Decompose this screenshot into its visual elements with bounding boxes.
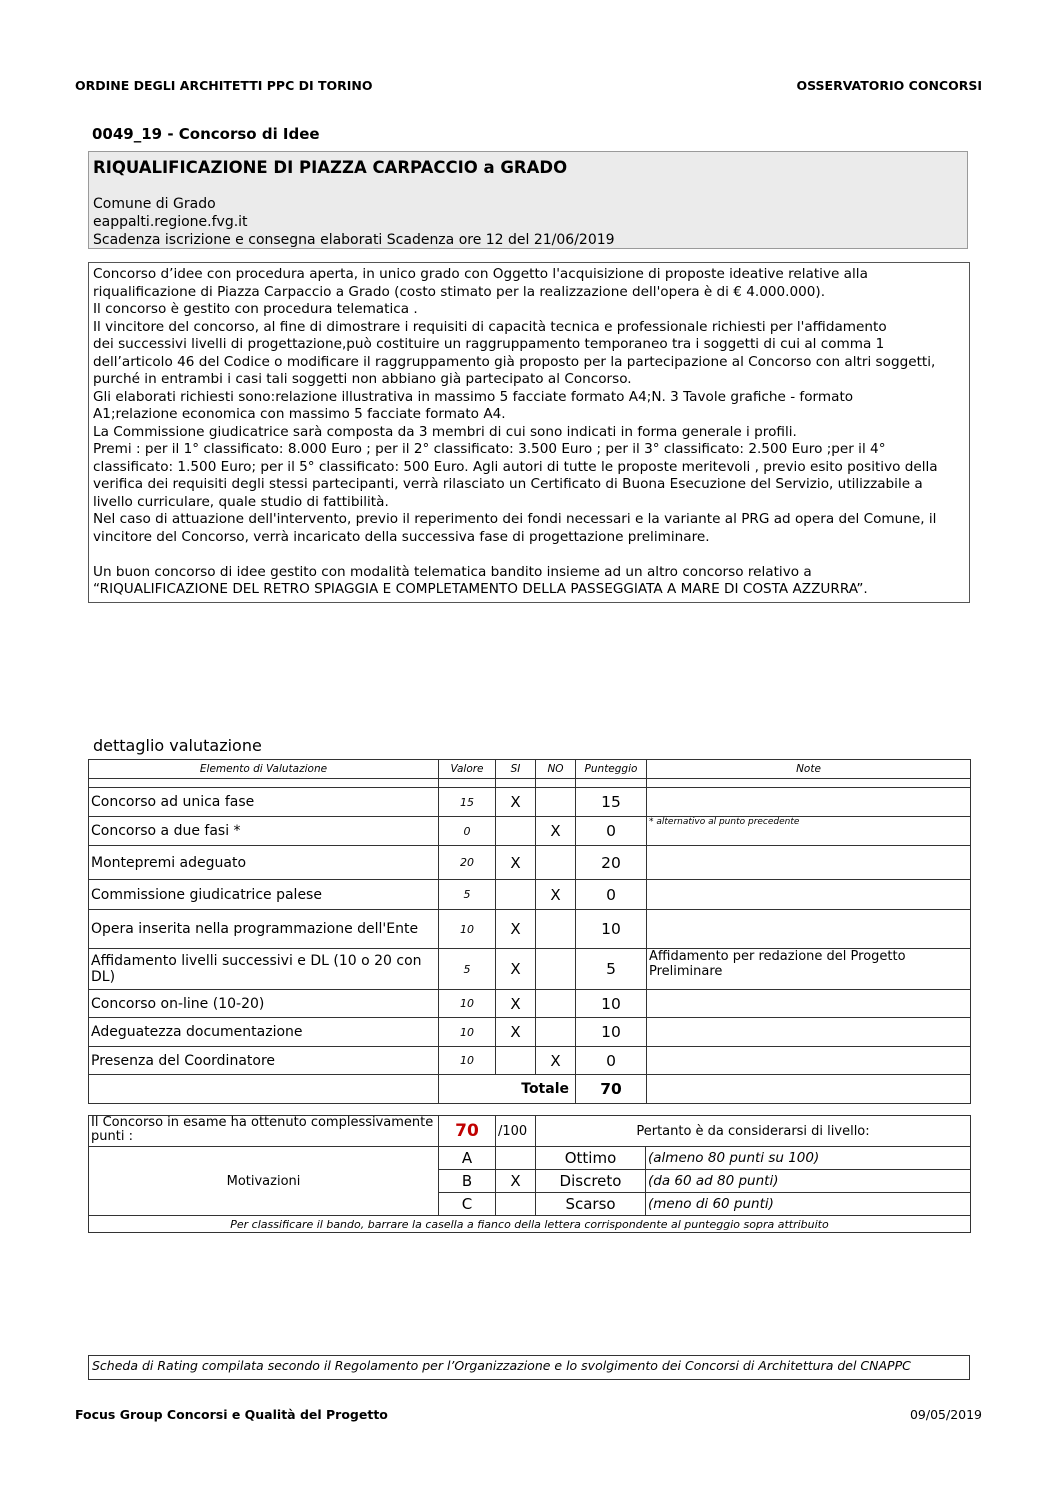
row-valore: 15 [439, 788, 496, 817]
motivation-label: Motivazioni [89, 1147, 439, 1216]
title-box [88, 151, 968, 249]
table-row [89, 846, 971, 880]
table-row [89, 817, 971, 846]
row-punti: 5 [576, 949, 647, 990]
row-label: Presenza del Coordinatore [89, 1047, 439, 1075]
result-table [88, 1115, 971, 1233]
level-letter: B [439, 1170, 496, 1193]
row-punti: 10 [576, 910, 647, 949]
table-header-row [89, 760, 971, 779]
row-label: Opera inserita nella programmazione dell'Ente [89, 910, 439, 949]
row-valore: 10 [439, 990, 496, 1018]
row-no [536, 1018, 576, 1047]
total-label: Totale [439, 1075, 576, 1104]
row-punti: 15 [576, 788, 647, 817]
footnote: Per classificare il bando, barrare la casella a fianco della lettera corrispondente al punteggio sopra attribuito [89, 1216, 971, 1233]
site-link[interactable]: eappalti.regione.fvg.it [93, 214, 248, 230]
total-value: 70 [576, 1075, 647, 1104]
competition-title: RIQUALIFICAZIONE DI PIAZZA CARPACCIO a GRADO [93, 158, 568, 177]
row-note [647, 788, 971, 817]
level-row [89, 1147, 971, 1170]
competition-code: 0049_19 - Concorso di Idee [92, 125, 320, 143]
row-punti: 10 [576, 990, 647, 1018]
score-out-of: /100 [496, 1116, 536, 1147]
row-note [647, 1047, 971, 1075]
spacer-row [89, 779, 971, 788]
row-no: X [536, 817, 576, 846]
row-no [536, 949, 576, 990]
footer-left: Focus Group Concorsi e Qualità del Progetto [75, 1407, 388, 1422]
row-no: X [536, 1047, 576, 1075]
rating-note: Scheda di Rating compilata secondo il Regolamento per l’Organizzazione e lo svolgimento dei Concorsi di Architettura del CNAPPC [88, 1355, 970, 1380]
row-si: X [496, 788, 536, 817]
row-label: Commissione giudicatrice palese [89, 880, 439, 910]
table-row [89, 1047, 971, 1075]
row-punti: 0 [576, 1047, 647, 1075]
detail-title: dettaglio valutazione [93, 736, 262, 755]
level-mark[interactable] [496, 1193, 536, 1216]
row-no [536, 788, 576, 817]
row-label: Adeguatezza documentazione [89, 1018, 439, 1047]
header-punteggio: Punteggio [576, 760, 647, 779]
row-no [536, 990, 576, 1018]
row-no [536, 846, 576, 880]
row-si: X [496, 846, 536, 880]
row-note [647, 1018, 971, 1047]
score-row [89, 1116, 971, 1147]
row-no [536, 910, 576, 949]
table-row [89, 788, 971, 817]
row-si [496, 1047, 536, 1075]
row-label: Affidamento livelli successivi e DL (10 o 20 con DL) [89, 949, 439, 990]
row-valore: 20 [439, 846, 496, 880]
level-mark[interactable]: X [496, 1170, 536, 1193]
level-range: (almeno 80 punti su 100) [646, 1147, 971, 1170]
header-left: ORDINE DEGLI ARCHITETTI PPC DI TORINO [75, 78, 373, 93]
level-mark[interactable] [496, 1147, 536, 1170]
row-si [496, 817, 536, 846]
score-label: Il Concorso in esame ha ottenuto complessivamente punti : [89, 1116, 439, 1147]
deadline: Scadenza iscrizione e consegna elaborati Scadenza ore 12 del 21/06/2019 [93, 232, 615, 248]
description-paragraph: Concorso d’idee con procedura aperta, in unico grado con Oggetto l'acquisizione di proposte ideative relative alla riqualificazione di Piazza Carpaccio a Grado (costo stimato per la realizzazione dell'opera è di € 4.000.000). Il concorso è gestito con procedura telematica . Il vincitore del concorso, al fine di dimostrare i requisiti di capacità tecnica e professionale richiesti per l'affidamento dei successivi livelli di progettazione,può costituire un raggruppamento temporaneo tra i soggetti di cui al comma 1 dell’articolo 46 del Codice o modificare il raggruppamento già proposto per la partecipazione al Concorso con altri soggetti, purché in entrambi i casi tali soggetti non abbiano già partecipato al Concorso. Gli elaborati richiesti sono:relazione illustrativa in massimo 5 facciate formato A4;N. 3 Tavole grafiche - formato A1;relazione economica con massimo 5 facciate formato A4. La Commissione giudicatrice sarà composta da 3 membri di cui sono indicati in forma generale i profili. Premi : per il 1° classificato: 8.000 Euro ; per il 2° classificato: 3.500 Euro ; per il 3° classificato: 2.500 Euro ;per il 4° classificato: 1.500 Euro; per il 5° classificato: 500 Euro. Agli autori di tutte le proposte meritevoli , previo esito positivo della verifica dei requisiti degli stessi partecipanti, verrà rilasciato un Certificato di Buona Esecuzione del Servizio, utilizzabile a livello curriculare, quale studio di fattibilità. Nel caso di attuazione dell'intervento, previo il reperimento dei fondi necessari e la variante al PRG ad opera del Comune, il vincitore del Concorso, verrà incaricato della successiva fase di progettazione preliminare. [93, 266, 938, 545]
row-note: * alternativo al punto precedente [647, 817, 971, 846]
row-punti: 0 [576, 817, 647, 846]
row-valore: 10 [439, 910, 496, 949]
row-note [647, 910, 971, 949]
level-name: Discreto [536, 1170, 646, 1193]
row-si: X [496, 1018, 536, 1047]
row-no: X [536, 880, 576, 910]
table-row [89, 880, 971, 910]
row-si: X [496, 990, 536, 1018]
row-label: Concorso a due fasi * [89, 817, 439, 846]
table-row [89, 1018, 971, 1047]
header-elemento: Elemento di Valutazione [89, 760, 439, 779]
row-valore: 0 [439, 817, 496, 846]
footnote-row [89, 1216, 971, 1233]
row-valore: 5 [439, 880, 496, 910]
row-si: X [496, 949, 536, 990]
table-row [89, 990, 971, 1018]
table-row [89, 949, 971, 990]
row-label: Montepremi adeguato [89, 846, 439, 880]
level-letter: C [439, 1193, 496, 1216]
evaluation-table [88, 759, 971, 1104]
row-label: Concorso ad unica fase [89, 788, 439, 817]
row-si: X [496, 910, 536, 949]
score-value: 70 [439, 1116, 496, 1147]
level-name: Scarso [536, 1193, 646, 1216]
row-note [647, 990, 971, 1018]
entity: Comune di Grado [93, 196, 216, 212]
row-note [647, 846, 971, 880]
row-punti: 0 [576, 880, 647, 910]
footer-date: 09/05/2019 [909, 1407, 982, 1422]
table-row [89, 910, 971, 949]
header-note: Note [647, 760, 971, 779]
row-valore: 5 [439, 949, 496, 990]
header-right: OSSERVATORIO CONCORSI [796, 78, 982, 93]
header-valore: Valore [439, 760, 496, 779]
header-no: NO [536, 760, 576, 779]
row-note: Affidamento per redazione del Progetto Preliminare [647, 949, 971, 990]
level-name: Ottimo [536, 1147, 646, 1170]
description-paragraph: Un buon concorso di idee gestito con modalità telematica bandito insieme ad un altro concorso relativo a “RIQUALIFICAZIONE DEL RETRO SPIAGGIA E COMPLETAMENTO DELLA PASSEGGIATA A MARE DI COSTA AZZURRA”. [93, 563, 868, 597]
description-box [88, 262, 970, 603]
level-range: (da 60 ad 80 punti) [646, 1170, 971, 1193]
level-label: Pertanto è da considerarsi di livello: [536, 1116, 971, 1147]
level-letter: A [439, 1147, 496, 1170]
level-range: (meno di 60 punti) [646, 1193, 971, 1216]
row-valore: 10 [439, 1047, 496, 1075]
row-label: Concorso on-line (10-20) [89, 990, 439, 1018]
row-note [647, 880, 971, 910]
row-punti: 20 [576, 846, 647, 880]
row-valore: 10 [439, 1018, 496, 1047]
header-si: SI [496, 760, 536, 779]
total-row [89, 1075, 971, 1104]
row-si [496, 880, 536, 910]
row-punti: 10 [576, 1018, 647, 1047]
